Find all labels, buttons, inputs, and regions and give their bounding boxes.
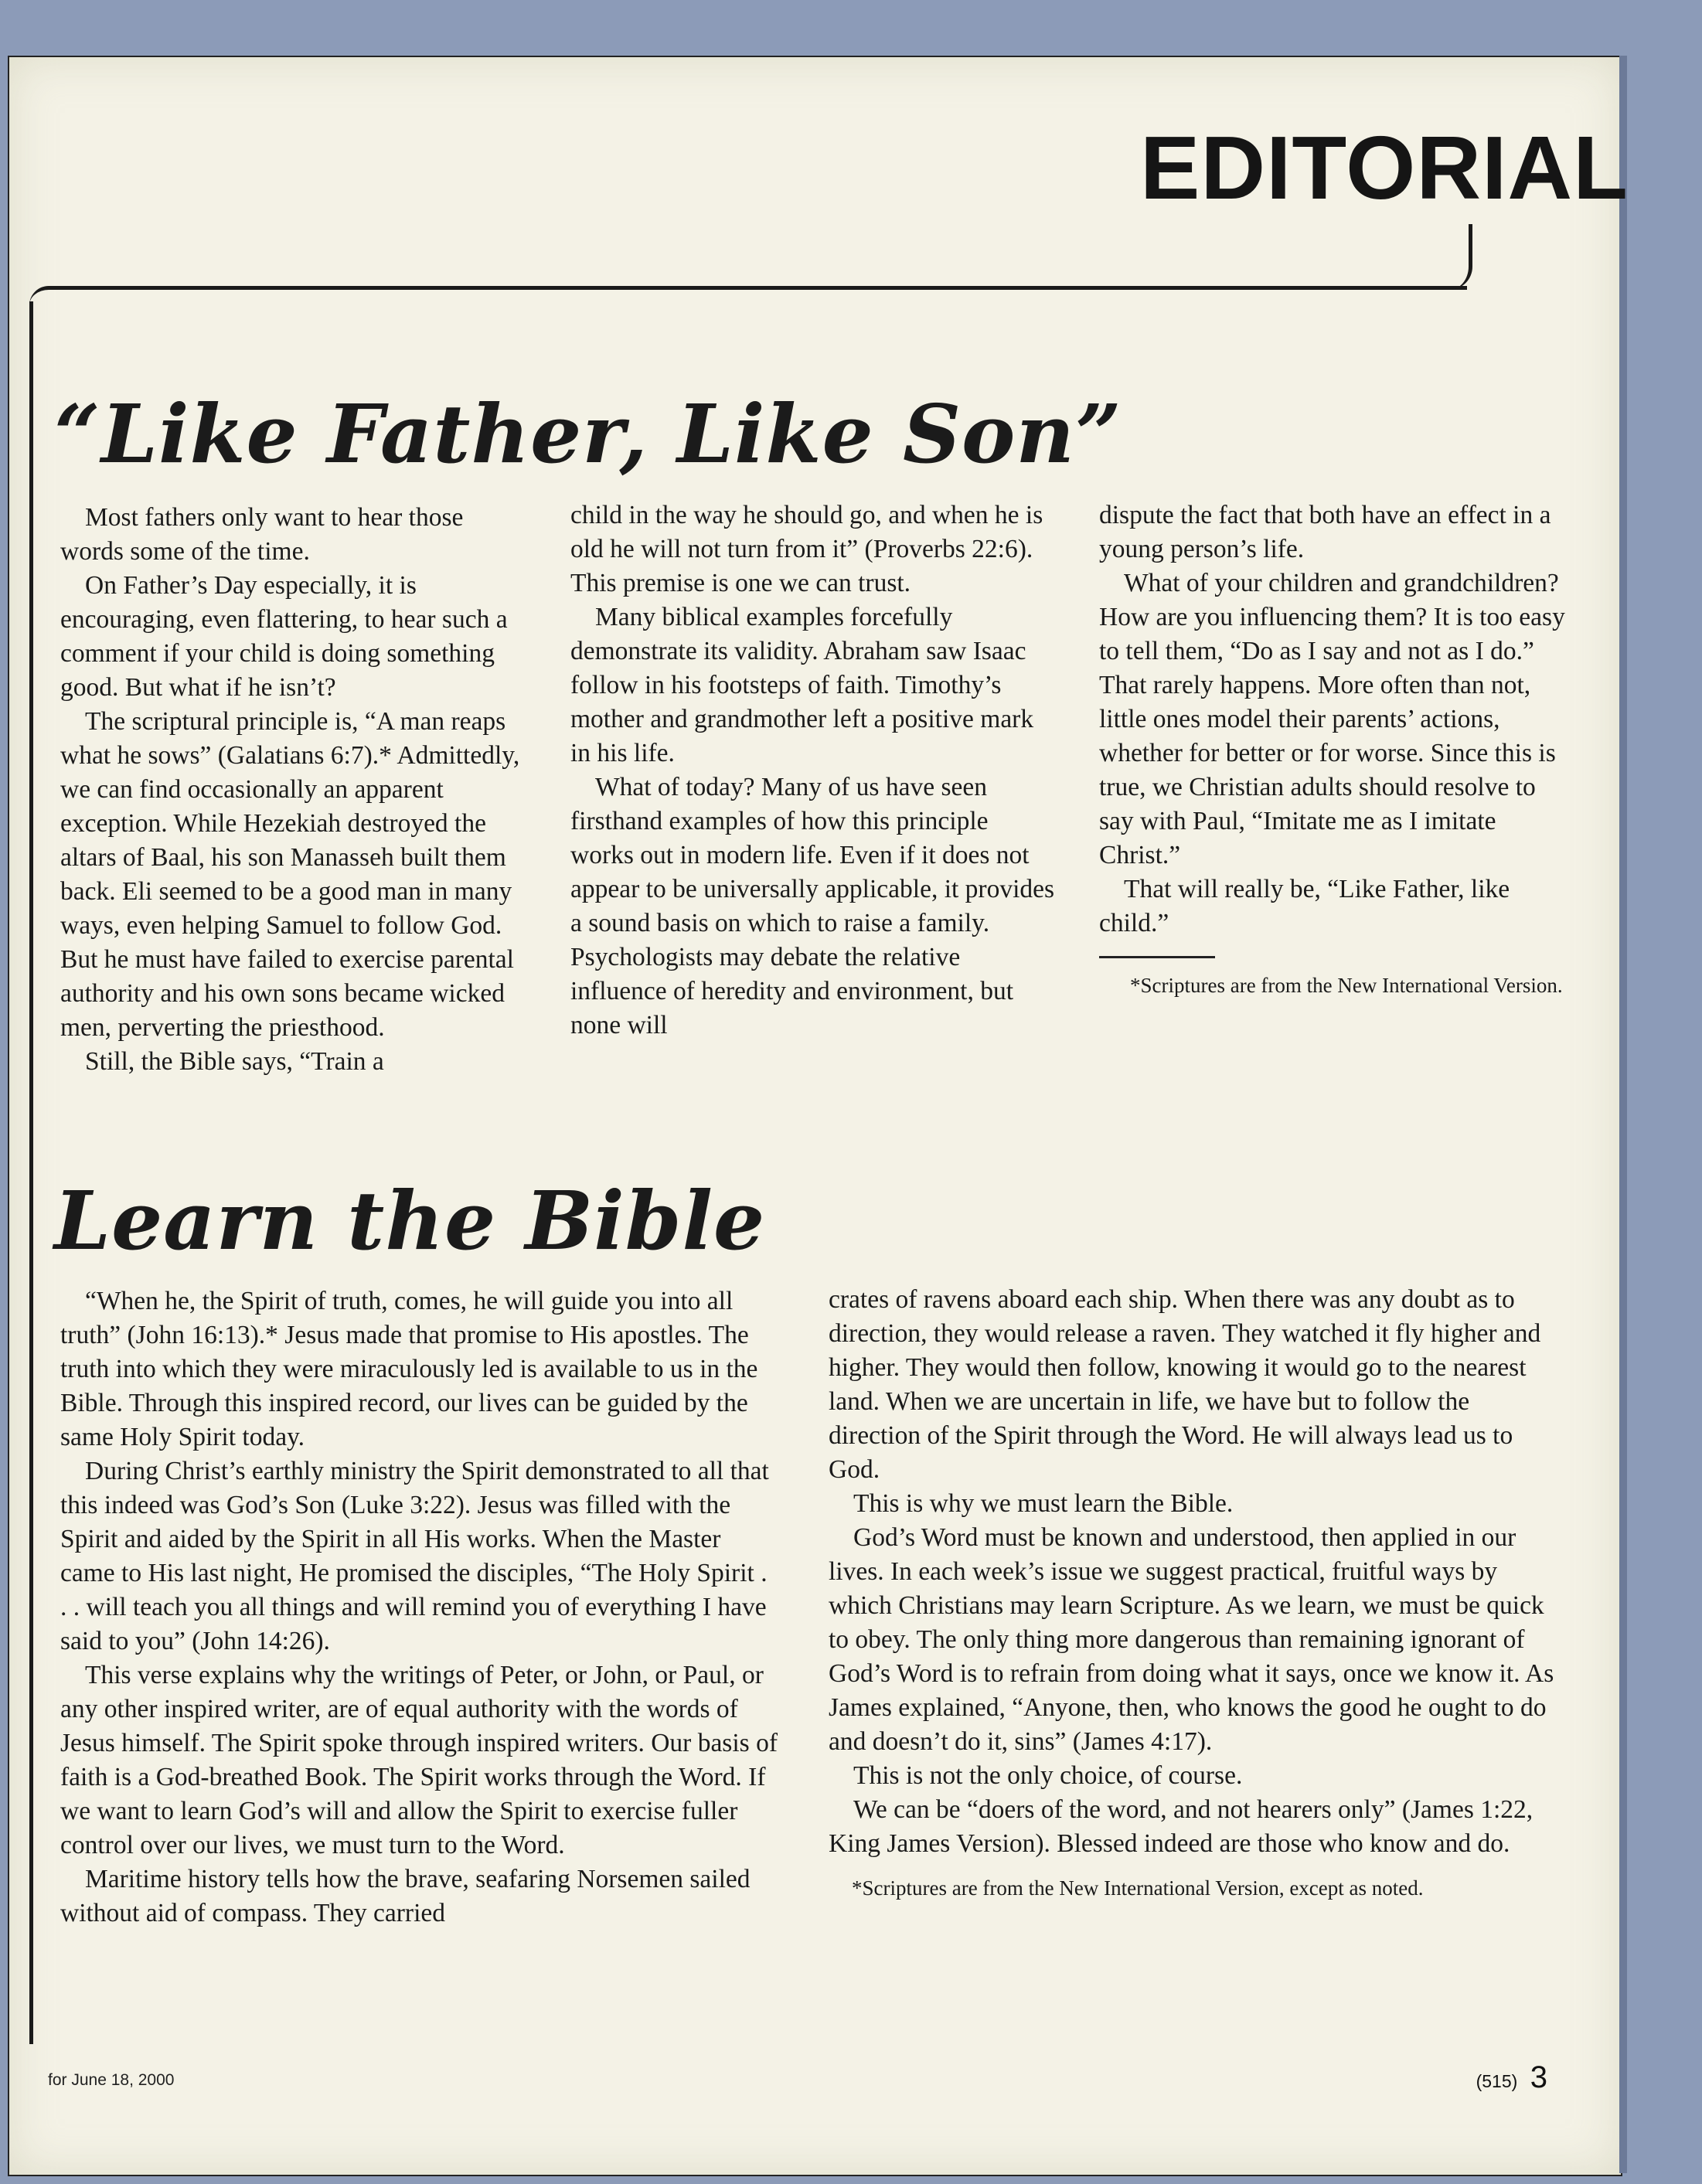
article1-column-2 bbox=[570, 498, 1057, 1043]
article1-column-1 bbox=[60, 501, 524, 1079]
page-code: (515) bbox=[1476, 2071, 1518, 2091]
footnote: *Scriptures are from the New International Version, except as noted. bbox=[852, 1876, 1424, 1900]
paragraph: During Christ’s earthly ministry the Spirit demonstrated to all that this indeed was God’s Son (Luke 3:22). Jesus was filled with the Spirit and aided by the Spirit in all His works. When the Master came to His last night, He promised the disciples, “The Holy Spirit . . . will teach you all things and will remind you of everything I have said to you” (John 14:26). bbox=[60, 1457, 769, 1655]
paragraph: On Father’s Day especially, it is encouraging, even flattering, to hear such a comment if your child is doing something good. But what if he isn’t? bbox=[60, 571, 508, 702]
paragraph: God’s Word must be known and understood, then applied in our lives. In each week’s issue we suggest practical, fruitful ways by which Christians may learn Scripture. As we learn, we must be quick to obey. The only thing more dangerous than remaining ignorant of God’s Word is to refrain from doing what it says, once we know it. As James explained, “Anyone, then, who knows the good he ought to do and doesn’t do it, sins” (James 4:17). bbox=[829, 1523, 1554, 1756]
paragraph: What of your children and grandchildren? How are you influencing them? It is too easy to tell them, “Do as I say and not as I do.” That rarely happens. More often than not, little ones model their parents’ actions, whether for better or for worse. Since this is true, we Christian adults should resolve to say with Paul, “Imitate me as I imitate Christ.” bbox=[1099, 569, 1565, 869]
paragraph: dispute the fact that both have an effect in a young person’s life. bbox=[1099, 501, 1551, 563]
page-edge bbox=[1619, 56, 1627, 2173]
article-title-learn-bible: Learn the Bible bbox=[54, 1173, 766, 1268]
issue-date: for June 18, 2000 bbox=[48, 2071, 175, 2089]
masthead-hook bbox=[1438, 224, 1472, 290]
paragraph: Maritime history tells how the brave, seafaring Norsemen sailed without aid of compass. They carried bbox=[60, 1865, 751, 1927]
paragraph: This verse explains why the writings of Peter, or John, or Paul, or any other inspired writer, are of equal authority with the words of Jesus himself. The Spirit spoke through inspired writers. Our basis of faith is a God-breathed Book. The Spirit works through the Word. If we want to learn God’s will and allow the Spirit to exercise fuller control over our lives, we must turn to the Word. bbox=[60, 1661, 778, 1859]
footnote-rule bbox=[1099, 956, 1215, 958]
paragraph: The scriptural principle is, “A man reaps what he sows” (Galatians 6:7).* Admittedly, we can find occasionally an apparent exception. While Hezekiah destroyed the altars of Baal, his son Manasseh built them back. Eli seemed to be a good man in many ways, even helping Samuel to follow God. But he must have failed to exercise parental authority and his own sons became wicked men, perverting the priesthood. bbox=[60, 707, 520, 1042]
paragraph: “When he, the Spirit of truth, comes, he will guide you into all truth” (John 16:13).* Jesus made that promise to His apostles. The truth into which they were miraculously led is available to us in the Bible. Through this inspired record, our lives can be guided by the same Holy Spirit today. bbox=[60, 1287, 758, 1451]
article2-column-2 bbox=[829, 1283, 1563, 1901]
paragraph: That will really be, “Like Father, like child.” bbox=[1099, 875, 1510, 937]
masthead-rule bbox=[29, 286, 1467, 305]
page-number-block bbox=[1476, 2060, 1547, 2095]
paragraph: Most fathers only want to hear those words some of the time. bbox=[60, 503, 464, 566]
section-masthead: EDITORIAL bbox=[1140, 117, 1629, 218]
paragraph: Still, the Bible says, “Train a bbox=[85, 1047, 384, 1076]
paragraph: Many biblical examples forcefully demonstrate its validity. Abraham saw Isaac follow in his footsteps of faith. Timothy’s mother and grandmother left a positive mark in his life. bbox=[570, 603, 1034, 767]
footnote: *Scriptures are from the New International Version. bbox=[1130, 974, 1563, 997]
paragraph: crates of ravens aboard each ship. When there was any doubt as to direction, they would release a raven. They watched it fly higher and higher. They would then follow, knowing it would go to the nearest land. When we are uncertain in life, we have but to follow the direction of the Spirit through the Word. He will always lead us to God. bbox=[829, 1285, 1541, 1484]
paragraph: This is not the only choice, of course. bbox=[853, 1761, 1243, 1790]
paragraph: This is why we must learn the Bible. bbox=[853, 1489, 1234, 1518]
left-border-rule bbox=[29, 301, 33, 2044]
paragraph: What of today? Many of us have seen firsthand examples of how this principle works out in modern life. Even if it does not appear to be universally applicable, it provides a sound basis on which to raise a family. Psychologists may debate the relative influence of heredity and environment, but none will bbox=[570, 773, 1055, 1039]
page-number: 3 bbox=[1530, 2060, 1547, 2094]
article2-column-1 bbox=[60, 1284, 779, 1931]
paragraph: We can be “doers of the word, and not hearers only” (James 1:22, King James Version). Blessed indeed are those who know and do. bbox=[829, 1795, 1534, 1858]
paragraph: child in the way he should go, and when he is old he will not turn from it” (Proverbs 22:6). This premise is one we can trust. bbox=[570, 501, 1043, 597]
article1-column-3 bbox=[1099, 498, 1571, 998]
article-title-like-father: “Like Father, Like Son” bbox=[54, 386, 1122, 481]
